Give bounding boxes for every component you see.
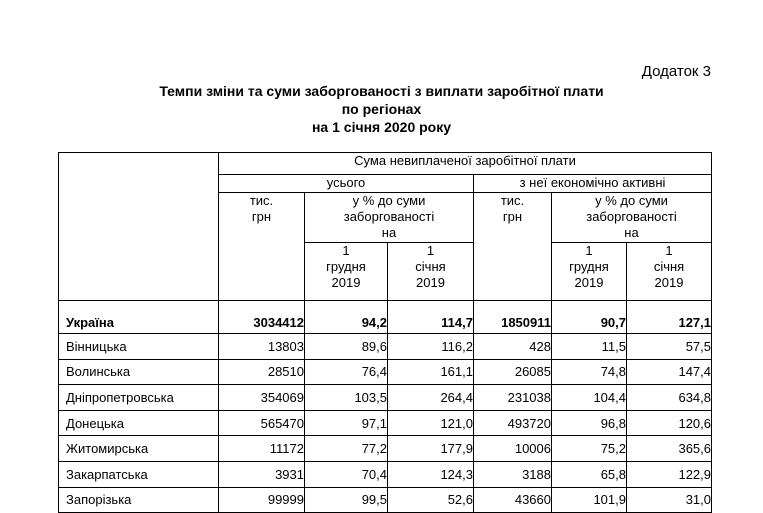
header-date-dec-active <box>552 243 627 301</box>
pct-jan: 264,4 <box>388 385 474 411</box>
active-pct-dec: 65,8 <box>552 461 627 487</box>
pct-line-3: на <box>624 225 639 240</box>
pct-dec: 70,4 <box>305 461 388 487</box>
date-line-3: 2019 <box>416 275 445 290</box>
pct-dec: 89,6 <box>305 334 388 360</box>
active-pct-jan: 31,0 <box>627 487 712 513</box>
active-pct-dec: 101,9 <box>552 487 627 513</box>
active-pct-dec: 96,8 <box>552 410 627 436</box>
pct-line-2: заборгованості <box>343 209 435 224</box>
active-pct-dec: 74,8 <box>552 359 627 385</box>
unit-line-2: грн <box>251 209 272 224</box>
pct-jan: 114,7 <box>388 301 474 334</box>
pct-line-1: у % до суми <box>595 193 668 208</box>
active-pct-jan: 57,5 <box>627 334 712 360</box>
header-date-jan-total <box>388 243 474 301</box>
header-pct-active <box>552 193 712 243</box>
arrears-active: 428 <box>474 334 552 360</box>
date-line-3: 2019 <box>574 275 604 290</box>
arrears-total: 354069 <box>219 385 305 411</box>
active-pct-jan: 127,1 <box>627 301 712 334</box>
wage-arrears-table <box>58 152 712 513</box>
arrears-active: 493720 <box>474 410 552 436</box>
pct-line-2: заборгованості <box>586 209 677 224</box>
pct-dec: 99,5 <box>305 487 388 513</box>
pct-dec: 94,2 <box>305 301 388 334</box>
date-line-3: 2019 <box>331 275 361 290</box>
document-title <box>0 82 763 136</box>
pct-jan: 121,0 <box>388 410 474 436</box>
date-line-1: 1 <box>665 243 673 258</box>
header-date-dec-total <box>305 243 388 301</box>
region-name: Дніпропетровська <box>59 385 219 411</box>
pct-jan: 116,2 <box>388 334 474 360</box>
date-line-1: 1 <box>342 243 350 258</box>
region-name: Волинська <box>59 359 219 385</box>
unit-line-1: тис. <box>500 193 525 208</box>
active-pct-jan: 120,6 <box>627 410 712 436</box>
active-pct-dec: 11,5 <box>552 334 627 360</box>
arrears-total: 99999 <box>219 487 305 513</box>
table-row <box>59 461 712 487</box>
title-line-2: по регіонах <box>341 101 422 117</box>
region-name: Запорізька <box>59 487 219 513</box>
pct-jan: 52,6 <box>388 487 474 513</box>
region-name: Вінницька <box>59 334 219 360</box>
table-row <box>59 410 712 436</box>
arrears-total: 28510 <box>219 359 305 385</box>
region-name: Житомирська <box>59 436 219 462</box>
header-main: Сума невиплаченої заробітної плати <box>219 153 712 175</box>
region-name: Закарпатська <box>59 461 219 487</box>
region-name: Україна <box>59 301 219 334</box>
active-pct-jan: 147,4 <box>627 359 712 385</box>
date-line-1: 1 <box>426 243 435 258</box>
arrears-total: 11172 <box>219 436 305 462</box>
active-pct-jan: 122,9 <box>627 461 712 487</box>
date-line-1: 1 <box>585 243 593 258</box>
pct-line-3: на <box>381 225 397 240</box>
pct-line-1: у % до суми <box>352 193 426 208</box>
arrears-total: 13803 <box>219 334 305 360</box>
date-line-2: грудня <box>326 259 366 274</box>
table-row <box>59 385 712 411</box>
arrears-total: 3034412 <box>219 301 305 334</box>
date-line-2: січня <box>415 259 446 274</box>
header-group-active: з неї економічно активні <box>474 175 712 193</box>
pct-jan: 161,1 <box>388 359 474 385</box>
active-pct-dec: 75,2 <box>552 436 627 462</box>
pct-dec: 76,4 <box>305 359 388 385</box>
pct-jan: 124,3 <box>388 461 474 487</box>
header-unit-total <box>219 193 305 301</box>
date-line-3: 2019 <box>654 275 684 290</box>
arrears-total: 3931 <box>219 461 305 487</box>
table-row <box>59 436 712 462</box>
table-row <box>59 301 712 334</box>
active-pct-dec: 104,4 <box>552 385 627 411</box>
table-row <box>59 487 712 513</box>
arrears-active: 231038 <box>474 385 552 411</box>
title-line-1: Темпи зміни та суми заборгованості з виплати заробітної плати <box>159 83 604 99</box>
active-pct-dec: 90,7 <box>552 301 627 334</box>
pct-dec: 103,5 <box>305 385 388 411</box>
date-line-2: січня <box>653 259 685 274</box>
arrears-active: 1850911 <box>474 301 552 334</box>
region-header-cell <box>59 153 219 301</box>
arrears-active: 3188 <box>474 461 552 487</box>
arrears-total: 565470 <box>219 410 305 436</box>
active-pct-jan: 365,6 <box>627 436 712 462</box>
table-row <box>59 359 712 385</box>
unit-line-2: грн <box>502 209 523 224</box>
pct-jan: 177,9 <box>388 436 474 462</box>
region-name: Донецька <box>59 410 219 436</box>
header-date-jan-active <box>627 243 712 301</box>
header-unit-active <box>474 193 552 301</box>
title-line-3: на 1 січня 2020 року <box>311 119 452 135</box>
header-pct-total <box>305 193 474 243</box>
header-group-total: усього <box>219 175 474 193</box>
date-line-2: грудня <box>569 259 609 274</box>
arrears-active: 10006 <box>474 436 552 462</box>
arrears-active: 26085 <box>474 359 552 385</box>
arrears-active: 43660 <box>474 487 552 513</box>
table-row <box>59 334 712 360</box>
unit-line-1: тис. <box>249 193 274 208</box>
pct-dec: 97,1 <box>305 410 388 436</box>
appendix-label: Додаток 3 <box>641 63 711 80</box>
active-pct-jan: 634,8 <box>627 385 712 411</box>
pct-dec: 77,2 <box>305 436 388 462</box>
